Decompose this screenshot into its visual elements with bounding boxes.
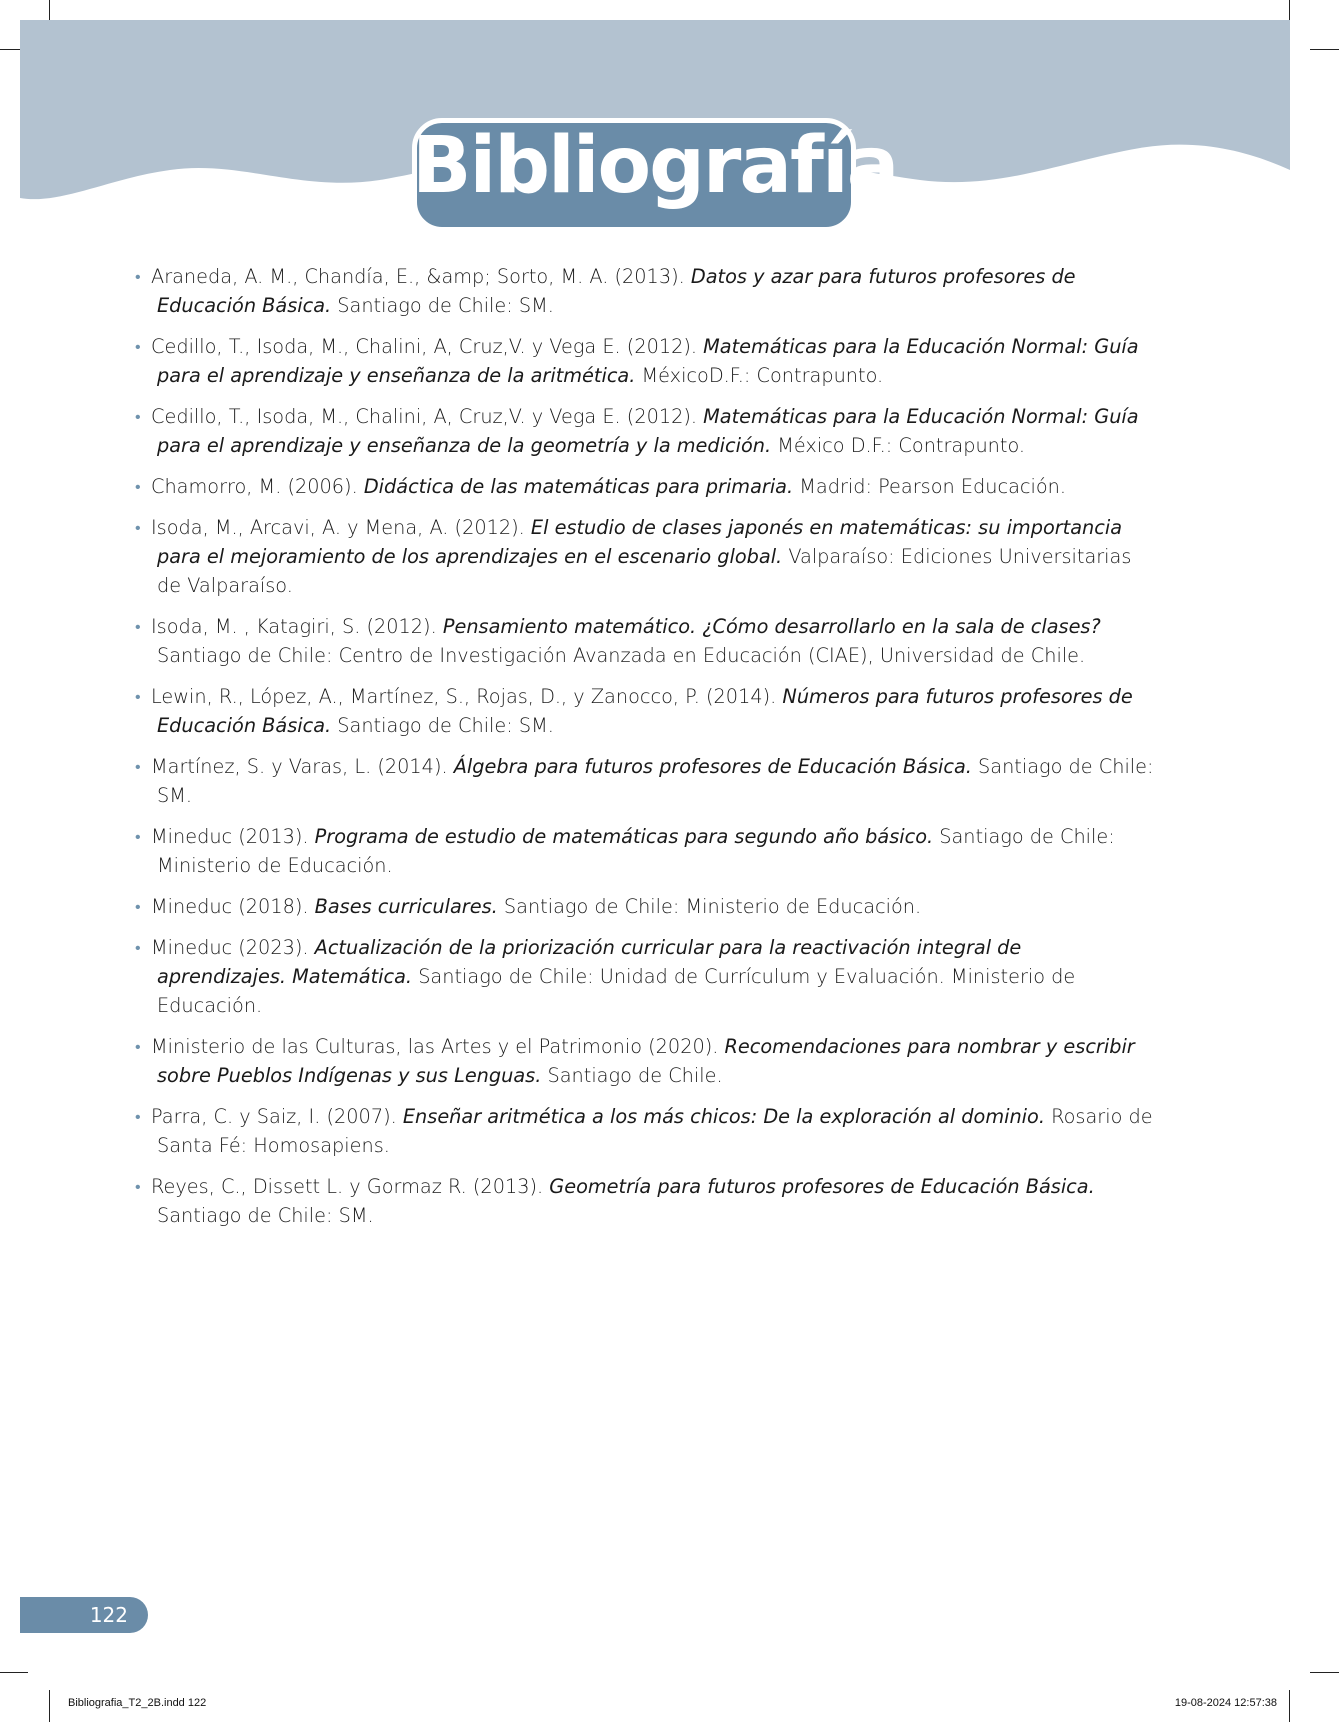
- reference-item: [135, 1172, 1155, 1230]
- bullet-icon: •: [135, 617, 141, 636]
- reference-author: Isoda, M. , Katagiri, S. (2012).: [151, 615, 443, 638]
- crop-mark: [1289, 0, 1290, 22]
- reference-item: [135, 332, 1155, 390]
- reference-title: Didáctica de las matemáticas para primaria.: [363, 475, 794, 498]
- reference-title: Datos y azar para futuros profesores de Educación Básica.: [157, 265, 1076, 317]
- reference-item: [135, 933, 1155, 1020]
- reference-publisher: Santiago de Chile.: [541, 1064, 723, 1087]
- bullet-icon: •: [135, 1037, 141, 1056]
- bullet-icon: •: [135, 757, 141, 776]
- bullet-icon: •: [135, 1107, 141, 1126]
- crop-mark: [1310, 1672, 1339, 1673]
- reference-publisher: Valparaíso: Ediciones Universitarias de Valparaíso.: [157, 545, 1132, 597]
- reference-item: [135, 752, 1155, 810]
- reference-author: Cedillo, T., Isoda, M., Chalini, A, Cruz,V. y Vega E. (2012).: [151, 405, 704, 428]
- reference-item: [135, 1032, 1155, 1090]
- reference-item: [135, 892, 1155, 921]
- crop-mark: [49, 1690, 50, 1722]
- reference-publisher: MéxicoD.F.: Contrapunto.: [635, 364, 884, 387]
- reference-title: Geometría para futuros profesores de Educación Básica.: [549, 1175, 1095, 1198]
- reference-item: [135, 402, 1155, 460]
- bullet-icon: •: [135, 267, 141, 286]
- reference-title: Enseñar aritmética a los más chicos: De la exploración al dominio.: [402, 1105, 1045, 1128]
- reference-author: Mineduc (2018).: [151, 895, 315, 918]
- reference-publisher: Santiago de Chile: SM.: [331, 714, 554, 737]
- page-number: 122: [20, 1597, 148, 1633]
- reference-title: Actualización de la priorización curricular para la reactivación integral de aprendizajes. Matemática.: [157, 936, 1022, 988]
- bullet-icon: •: [135, 1177, 141, 1196]
- reference-author: Parra, C. y Saiz, I. (2007).: [151, 1105, 403, 1128]
- reference-author: Cedillo, T., Isoda, M., Chalini, A, Cruz,V. y Vega E. (2012).: [151, 335, 704, 358]
- crop-mark: [1310, 49, 1339, 50]
- reference-author: Isoda, M., Arcavi, A. y Mena, A. (2012).: [151, 516, 531, 539]
- bullet-icon: •: [135, 518, 141, 537]
- reference-title: Matemáticas para la Educación Normal: Guía para el aprendizaje y enseñanza de la aritmética.: [157, 335, 1139, 387]
- reference-title: Programa de estudio de matemáticas para segundo año básico.: [314, 825, 934, 848]
- reference-author: Reyes, C., Dissett L. y Gormaz R. (2013).: [151, 1175, 550, 1198]
- reference-author: Mineduc (2013).: [151, 825, 315, 848]
- reference-author: Chamorro, M. (2006).: [151, 475, 364, 498]
- page-title: Bibliografía: [412, 121, 898, 211]
- reference-publisher: Santiago de Chile: Ministerio de Educación.: [157, 825, 1115, 877]
- reference-item: [135, 682, 1155, 740]
- bullet-icon: •: [135, 827, 141, 846]
- bullet-icon: •: [135, 687, 141, 706]
- reference-title: Matemáticas para la Educación Normal: Guía para el aprendizaje y enseñanza de la geometría y la medición.: [157, 405, 1139, 457]
- slug-file: Bibliografia_T2_2B.indd 122: [68, 1697, 207, 1709]
- reference-title: Pensamiento matemático. ¿Cómo desarrollarlo en la sala de clases?: [442, 615, 1101, 638]
- bullet-icon: •: [135, 938, 141, 957]
- reference-author: Mineduc (2023).: [151, 936, 315, 959]
- reference-item: [135, 822, 1155, 880]
- bullet-icon: •: [135, 407, 141, 426]
- reference-item: [135, 513, 1155, 600]
- reference-author: Ministerio de las Culturas, las Artes y el Patrimonio (2020).: [151, 1035, 725, 1058]
- reference-title: Álgebra para futuros profesores de Educación Básica.: [453, 755, 972, 778]
- reference-item: [135, 472, 1155, 501]
- reference-publisher: Santiago de Chile: Ministerio de Educación.: [497, 895, 922, 918]
- bullet-icon: •: [135, 337, 141, 356]
- reference-publisher: Santiago de Chile: SM.: [157, 755, 1154, 807]
- reference-publisher: Rosario de Santa Fé: Homosapiens.: [157, 1105, 1153, 1157]
- reference-publisher: Santiago de Chile: SM.: [331, 294, 554, 317]
- bullet-icon: •: [135, 897, 141, 916]
- reference-item: [135, 612, 1155, 670]
- reference-title: El estudio de clases japonés en matemáticas: su importancia para el mejoramiento de los aprendizajes en el escenario global.: [157, 516, 1123, 568]
- reference-title: Recomendaciones para nombrar y escribir sobre Pueblos Indígenas y sus Lenguas.: [157, 1035, 1135, 1087]
- reference-publisher: Santiago de Chile: SM.: [157, 1204, 374, 1227]
- crop-mark: [1289, 1690, 1290, 1722]
- bibliography-list: [135, 262, 1155, 1242]
- reference-title: Números para futuros profesores de Educación Básica.: [157, 685, 1133, 737]
- reference-author: Martínez, S. y Varas, L. (2014).: [151, 755, 454, 778]
- reference-item: [135, 1102, 1155, 1160]
- reference-item: [135, 262, 1155, 320]
- bullet-icon: •: [135, 477, 141, 496]
- reference-author: Araneda, A. M., Chandía, E., &amp; Sorto, M. A. (2013).: [151, 265, 691, 288]
- reference-author: Lewin, R., López, A., Martínez, S., Rojas, D., y Zanocco, P. (2014).: [151, 685, 783, 708]
- crop-mark: [49, 0, 50, 22]
- crop-mark: [0, 1672, 28, 1673]
- reference-publisher: México D.F.: Contrapunto.: [771, 434, 1026, 457]
- reference-publisher: Santiago de Chile: Centro de Investigación Avanzada en Educación (CIAE), Universidad de Chile.: [157, 644, 1086, 667]
- reference-title: Bases curriculares.: [314, 895, 498, 918]
- slug-date: 19-08-2024 12:57:38: [1174, 1697, 1277, 1709]
- reference-publisher: Santiago de Chile: Unidad de Currículum y Evaluación. Ministerio de Educación.: [157, 965, 1076, 1017]
- reference-publisher: Madrid: Pearson Educación.: [793, 475, 1067, 498]
